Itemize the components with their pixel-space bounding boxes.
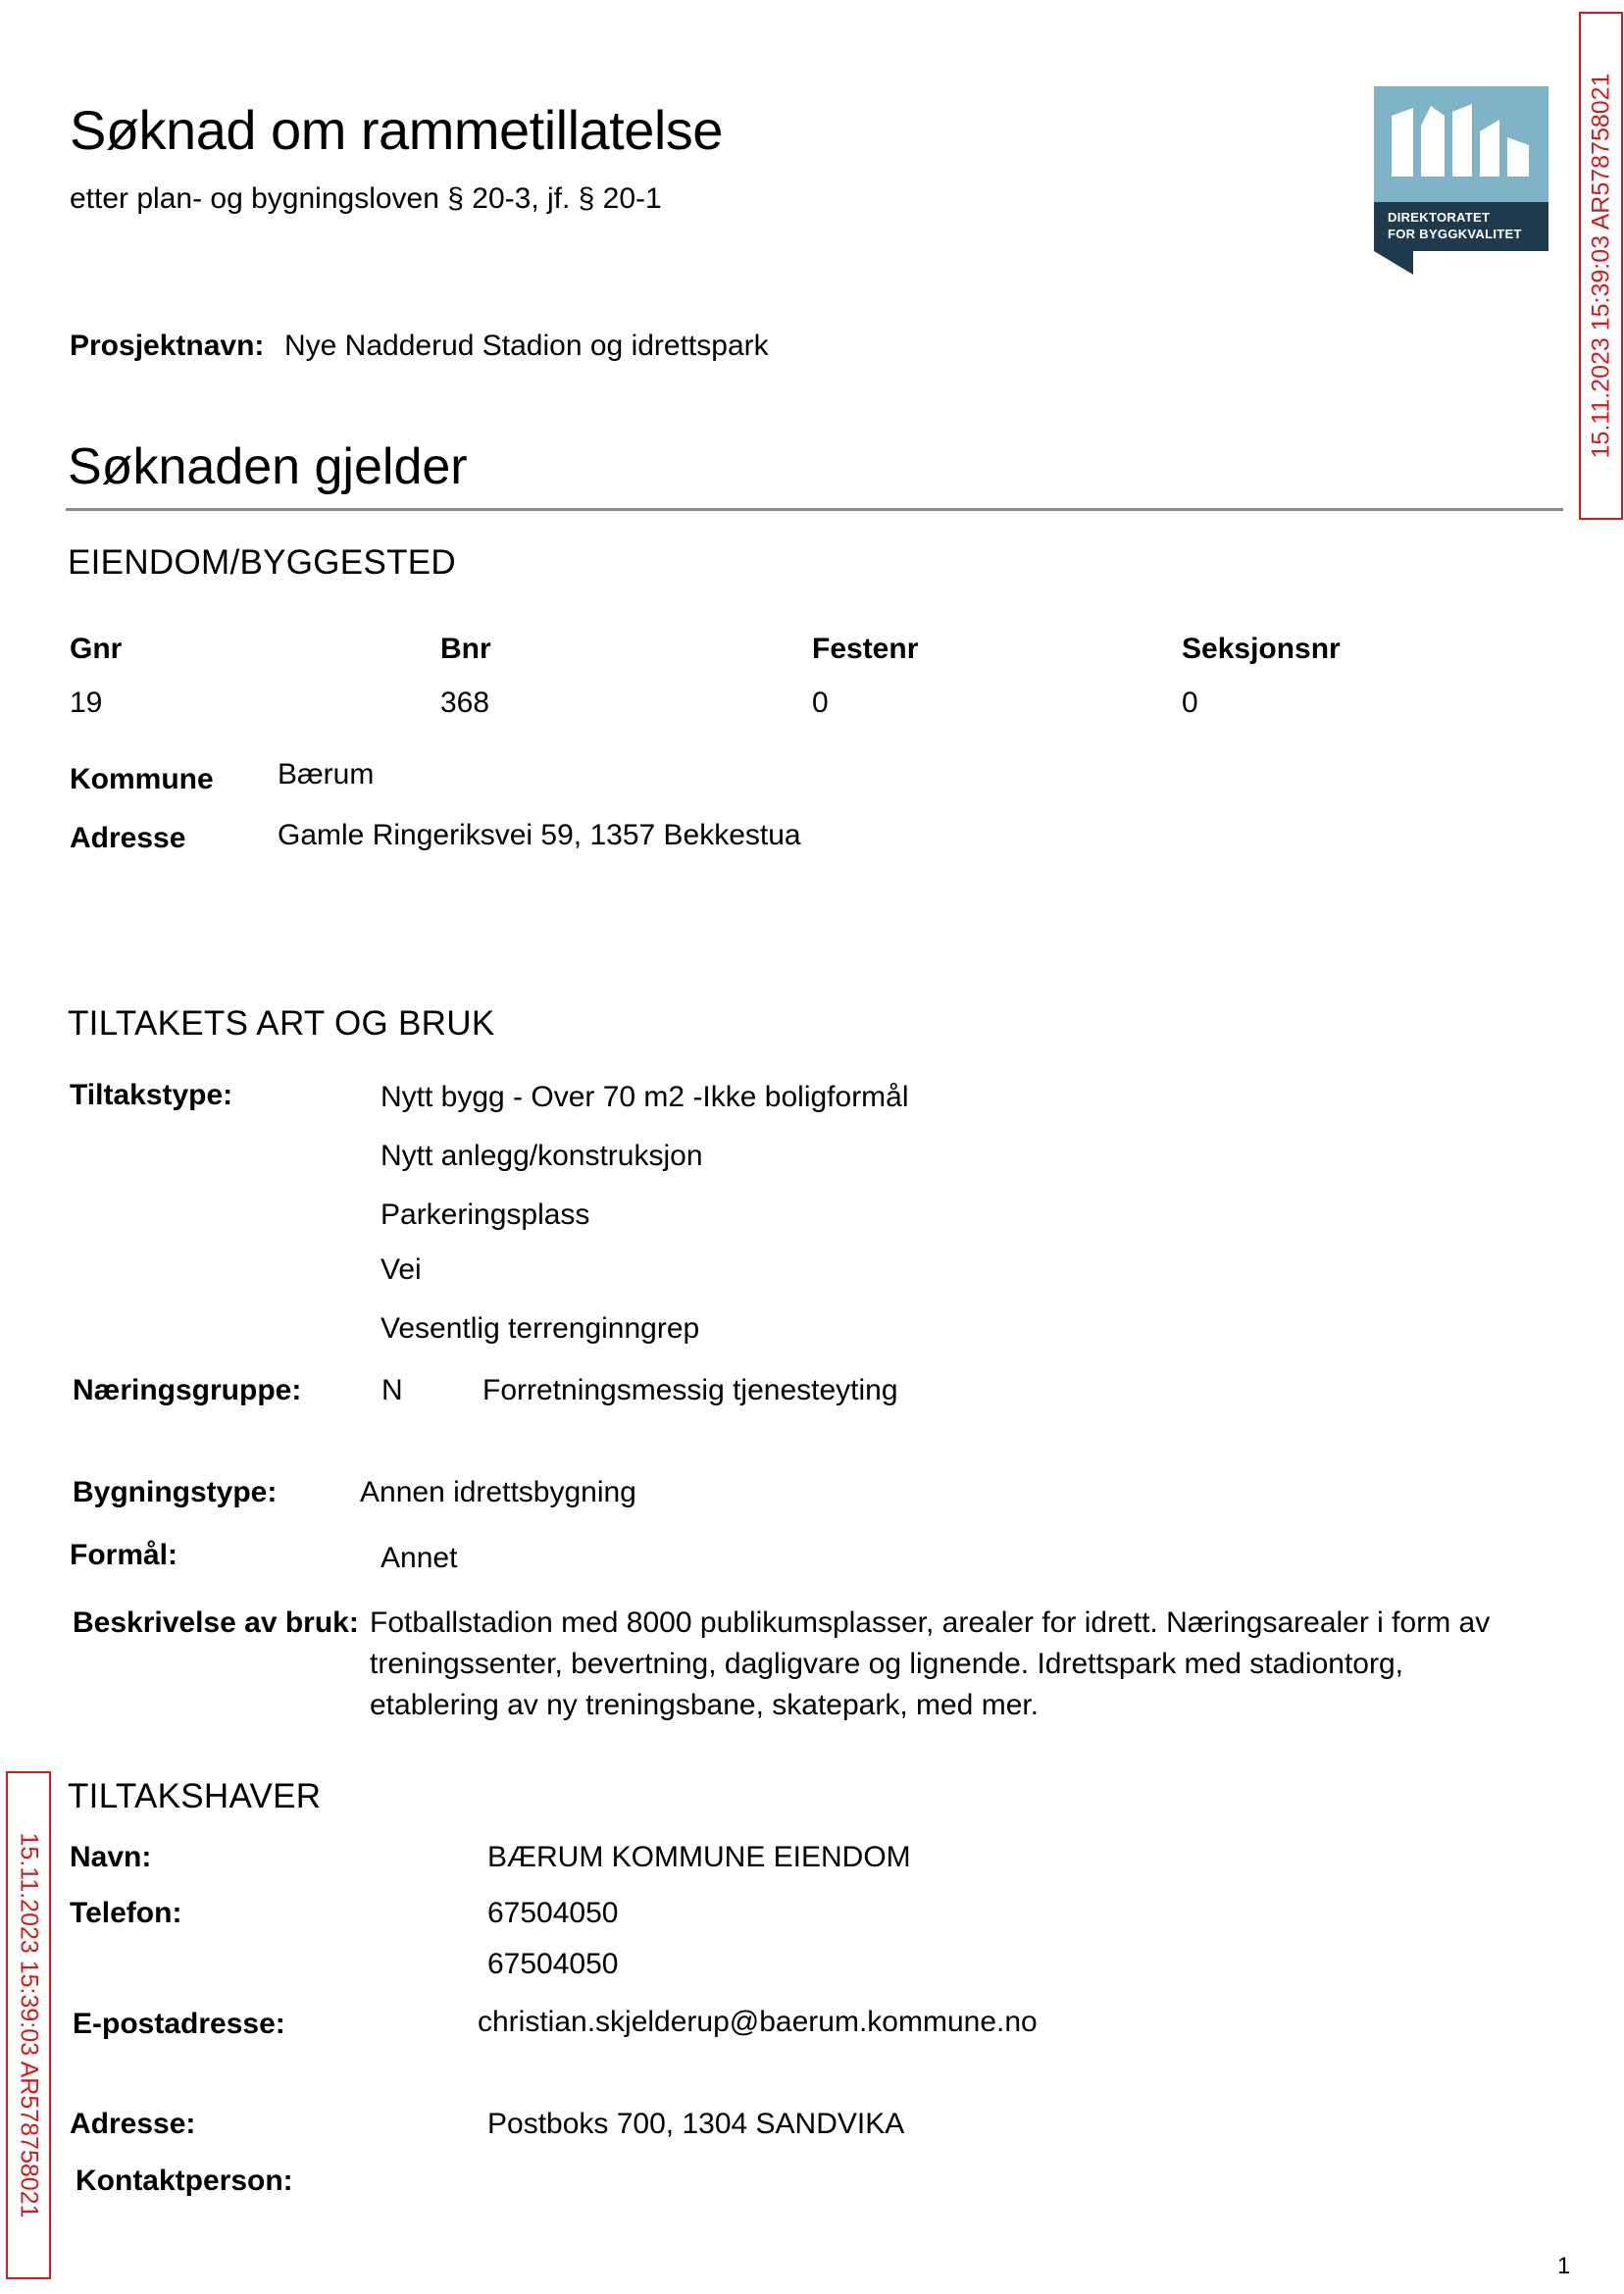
tiltakstype-item: Nytt anlegg/konstruksjon bbox=[381, 1140, 703, 1172]
page-number: 1 bbox=[1557, 2253, 1571, 2279]
stamp-text: 15.11.2023 15:39:03 AR578758021 bbox=[15, 1832, 43, 2218]
kommune-value: Bærum bbox=[278, 758, 375, 790]
section-divider bbox=[66, 508, 1563, 511]
beskrivelse-label: Beskrivelse av bruk: bbox=[73, 1606, 359, 1639]
naeringsgruppe-label: Næringsgruppe: bbox=[73, 1374, 302, 1406]
festenr-label: Festenr bbox=[812, 633, 919, 665]
received-stamp-top bbox=[1579, 12, 1623, 520]
telefon-value: 67504050 bbox=[487, 1948, 619, 1980]
telefon-label: Telefon: bbox=[70, 1897, 182, 1929]
eiendom-heading: EIENDOM/BYGGESTED bbox=[68, 543, 456, 582]
bnr-label: Bnr bbox=[440, 633, 491, 665]
beskrivelse-line: treningssenter, bevertning, dagligvare og lignende. Idrettspark med stadiontorg, bbox=[370, 1648, 1403, 1680]
telefon-value: 67504050 bbox=[487, 1897, 619, 1929]
naeringsgruppe-value: Forretningsmessig tjenesteyting bbox=[482, 1374, 898, 1406]
tiltakstype-item: Vesentlig terrenginngrep bbox=[381, 1312, 700, 1345]
bygningstype-label: Bygningstype: bbox=[73, 1476, 278, 1508]
tiltakshaver-heading: TILTAKSHAVER bbox=[68, 1777, 322, 1815]
formal-label: Formål: bbox=[70, 1539, 178, 1571]
gnr-value: 19 bbox=[70, 687, 103, 719]
kontaktperson-label: Kontaktperson: bbox=[76, 2165, 293, 2197]
seksjonsnr-label: Seksjonsnr bbox=[1182, 633, 1341, 665]
gnr-label: Gnr bbox=[70, 633, 123, 665]
beskrivelse-line: etablering av ny treningsbane, skatepark, med mer. bbox=[370, 1689, 1040, 1721]
logo-line-1: DIREKTORATET bbox=[1388, 210, 1491, 225]
tiltakstype-item: Nytt bygg - Over 70 m2 -Ikke boligformål bbox=[381, 1081, 909, 1113]
document-title: Søknad om rammetillatelse bbox=[70, 99, 723, 161]
epost-label: E-postadresse: bbox=[73, 2008, 285, 2040]
seksjonsnr-value: 0 bbox=[1182, 687, 1198, 719]
tiltakshaver-adresse-value: Postboks 700, 1304 SANDVIKA bbox=[487, 2108, 905, 2140]
navn-value: BÆRUM KOMMUNE EIENDOM bbox=[487, 1841, 911, 1873]
tiltakstype-label: Tiltakstype: bbox=[70, 1079, 233, 1111]
festenr-value: 0 bbox=[812, 687, 829, 719]
dibk-logo-icon bbox=[1374, 86, 1548, 275]
bnr-value: 368 bbox=[440, 687, 490, 719]
received-stamp-left bbox=[6, 1771, 51, 2279]
tiltakstype-item: Vei bbox=[381, 1253, 422, 1286]
dibk-logo bbox=[1374, 86, 1548, 275]
tiltakshaver-adresse-label: Adresse: bbox=[70, 2108, 196, 2140]
adresse-value: Gamle Ringeriksvei 59, 1357 Bekkestua bbox=[278, 819, 801, 851]
navn-label: Navn: bbox=[70, 1841, 152, 1873]
project-label: Prosjektnavn: bbox=[70, 330, 265, 362]
beskrivelse-line: Fotballstadion med 8000 publikumsplasser, arealer for idrett. Næringsarealer i form av bbox=[370, 1606, 1491, 1639]
bygningstype-value: Annen idrettsbygning bbox=[360, 1476, 636, 1508]
adresse-label: Adresse bbox=[70, 822, 186, 854]
section-title: Søknaden gjelder bbox=[68, 438, 468, 495]
stamp-text: 15.11.2023 15:39:03 AR578758021 bbox=[1587, 73, 1614, 459]
epost-value: christian.skjelderup@baerum.kommune.no bbox=[478, 2006, 1038, 2038]
logo-line-2: FOR BYGGKVALITET bbox=[1388, 227, 1522, 241]
tiltakstype-item: Parkeringsplass bbox=[381, 1198, 590, 1231]
naeringsgruppe-code: N bbox=[381, 1374, 403, 1406]
document-subtitle: etter plan- og bygningsloven § 20-3, jf. § 20-1 bbox=[70, 182, 662, 215]
kommune-label: Kommune bbox=[70, 763, 214, 795]
tiltak-heading: TILTAKETS ART OG BRUK bbox=[68, 1004, 495, 1043]
project-name: Nye Nadderud Stadion og idrettspark bbox=[284, 330, 769, 362]
formal-value: Annet bbox=[381, 1542, 458, 1574]
